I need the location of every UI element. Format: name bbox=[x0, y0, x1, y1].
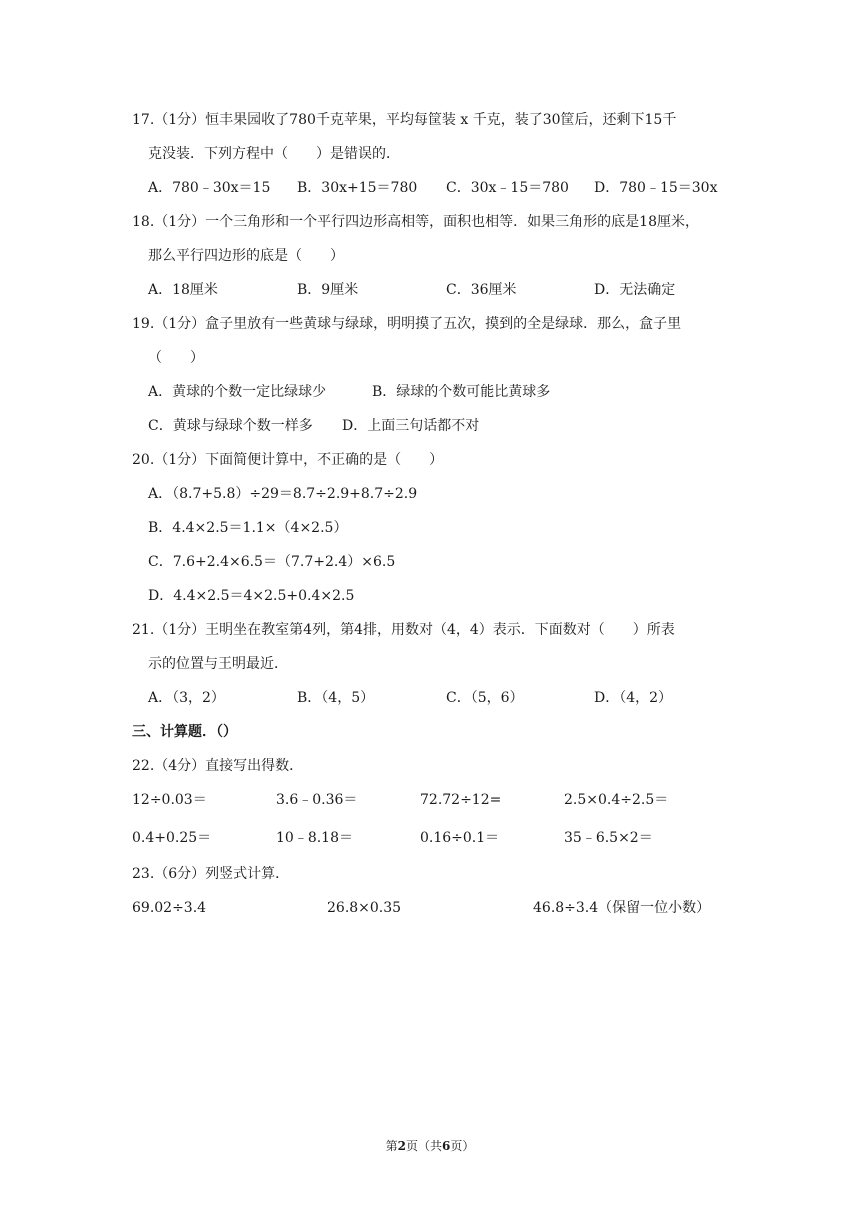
q22-item: 0.4+0.25＝ bbox=[132, 830, 212, 846]
section-heading: 三、计算题．（） bbox=[132, 724, 237, 740]
q20-option-a: A．（8.7+5.8）÷29＝8.7÷2.9+8.7÷2.9 bbox=[148, 486, 418, 502]
q19-option-a: A．黄球的个数一定比绿球少 bbox=[148, 384, 327, 400]
q22-item: 35﹣6.5×2＝ bbox=[564, 830, 653, 846]
q18-stem-line1: 18.（1分）一个三角形和一个平行四边形高相等，面积也相等．如果三角形的底是18厘米， bbox=[132, 214, 699, 230]
footer-mid: 页（共 bbox=[405, 1139, 442, 1153]
q22-item: 12÷0.03＝ bbox=[132, 792, 207, 808]
q23-item: 69.02÷3.4 bbox=[132, 900, 207, 916]
q22-stem: 22.（4分）直接写出得数． bbox=[132, 758, 304, 774]
q17-stem-line1: 17.（1分）恒丰果园收了780千克苹果，平均每筐装 x 千克，装了30筐后，还剩下15千 bbox=[132, 112, 677, 128]
q22-item: 3.6﹣0.36＝ bbox=[276, 792, 358, 808]
q22-item: 10﹣8.18＝ bbox=[276, 830, 353, 846]
q20-option-d: D．4.4×2.5＝4×2.5+0.4×2.5 bbox=[148, 588, 355, 604]
q21-option-a: A．（3，2） bbox=[148, 690, 225, 706]
q22-item: 72.72÷12= bbox=[420, 792, 502, 808]
footer-prefix: 第 bbox=[385, 1139, 398, 1153]
q18-stem-line2: 那么平行四边形的底是（ ） bbox=[148, 248, 344, 264]
q19-option-c: C．黄球与绿球个数一样多 bbox=[148, 418, 313, 434]
q18-option-a: A．18厘米 bbox=[148, 282, 218, 298]
q17-option-a: A．780﹣30x＝15 bbox=[148, 180, 271, 196]
q17-stem-line2: 克没装．下列方程中（ ）是错误的． bbox=[148, 146, 400, 162]
q20-option-c: C．7.6+2.4×6.5＝（7.7+2.4）×6.5 bbox=[148, 554, 396, 570]
q21-option-b: B．（4，5） bbox=[297, 690, 375, 706]
q18-option-c: C．36厘米 bbox=[446, 282, 517, 298]
q18-option-d: D．无法确定 bbox=[594, 282, 676, 298]
q21-stem-line2: 示的位置与王明最近． bbox=[148, 656, 288, 672]
footer-suffix: 页） bbox=[450, 1139, 475, 1153]
q21-option-c: C．（5，6） bbox=[446, 690, 524, 706]
q19-stem-line2: （ ） bbox=[148, 350, 204, 366]
q18-option-b: B．9厘米 bbox=[297, 282, 359, 298]
footer-page-number: 2 bbox=[397, 1139, 406, 1153]
q20-option-b: B．4.4×2.5＝1.1×（4×2.5） bbox=[148, 520, 348, 536]
q21-option-d: D．（4，2） bbox=[594, 690, 673, 706]
q23-item: 26.8×0.35 bbox=[327, 900, 402, 916]
page-footer bbox=[0, 1138, 860, 1154]
q20-stem-line1: 20.（1分）下面简便计算中，不正确的是（ ） bbox=[132, 452, 444, 468]
footer-total-pages: 6 bbox=[442, 1139, 451, 1153]
q22-item: 0.16÷0.1＝ bbox=[420, 830, 500, 846]
q23-stem: 23.（6分）列竖式计算． bbox=[132, 866, 290, 882]
q17-option-d: D．780﹣15＝30x bbox=[594, 180, 718, 196]
q19-option-b: B．绿球的个数可能比黄球多 bbox=[372, 384, 551, 400]
q19-stem-line1: 19.（1分）盒子里放有一些黄球与绿球，明明摸了五次，摸到的全是绿球．那么，盒子里 bbox=[132, 316, 682, 332]
q17-option-b: B．30x+15＝780 bbox=[297, 180, 418, 196]
q17-option-c: C．30x﹣15＝780 bbox=[446, 180, 569, 196]
q22-item: 2.5×0.4÷2.5＝ bbox=[564, 792, 669, 808]
q21-stem-line1: 21.（1分）王明坐在教室第4列，第4排，用数对（4，4）表示．下面数对（ ）所表 bbox=[132, 622, 675, 638]
q19-option-d: D．上面三句话都不对 bbox=[342, 418, 480, 434]
q23-item: 46.8÷3.4（保留一位小数） bbox=[533, 900, 711, 916]
